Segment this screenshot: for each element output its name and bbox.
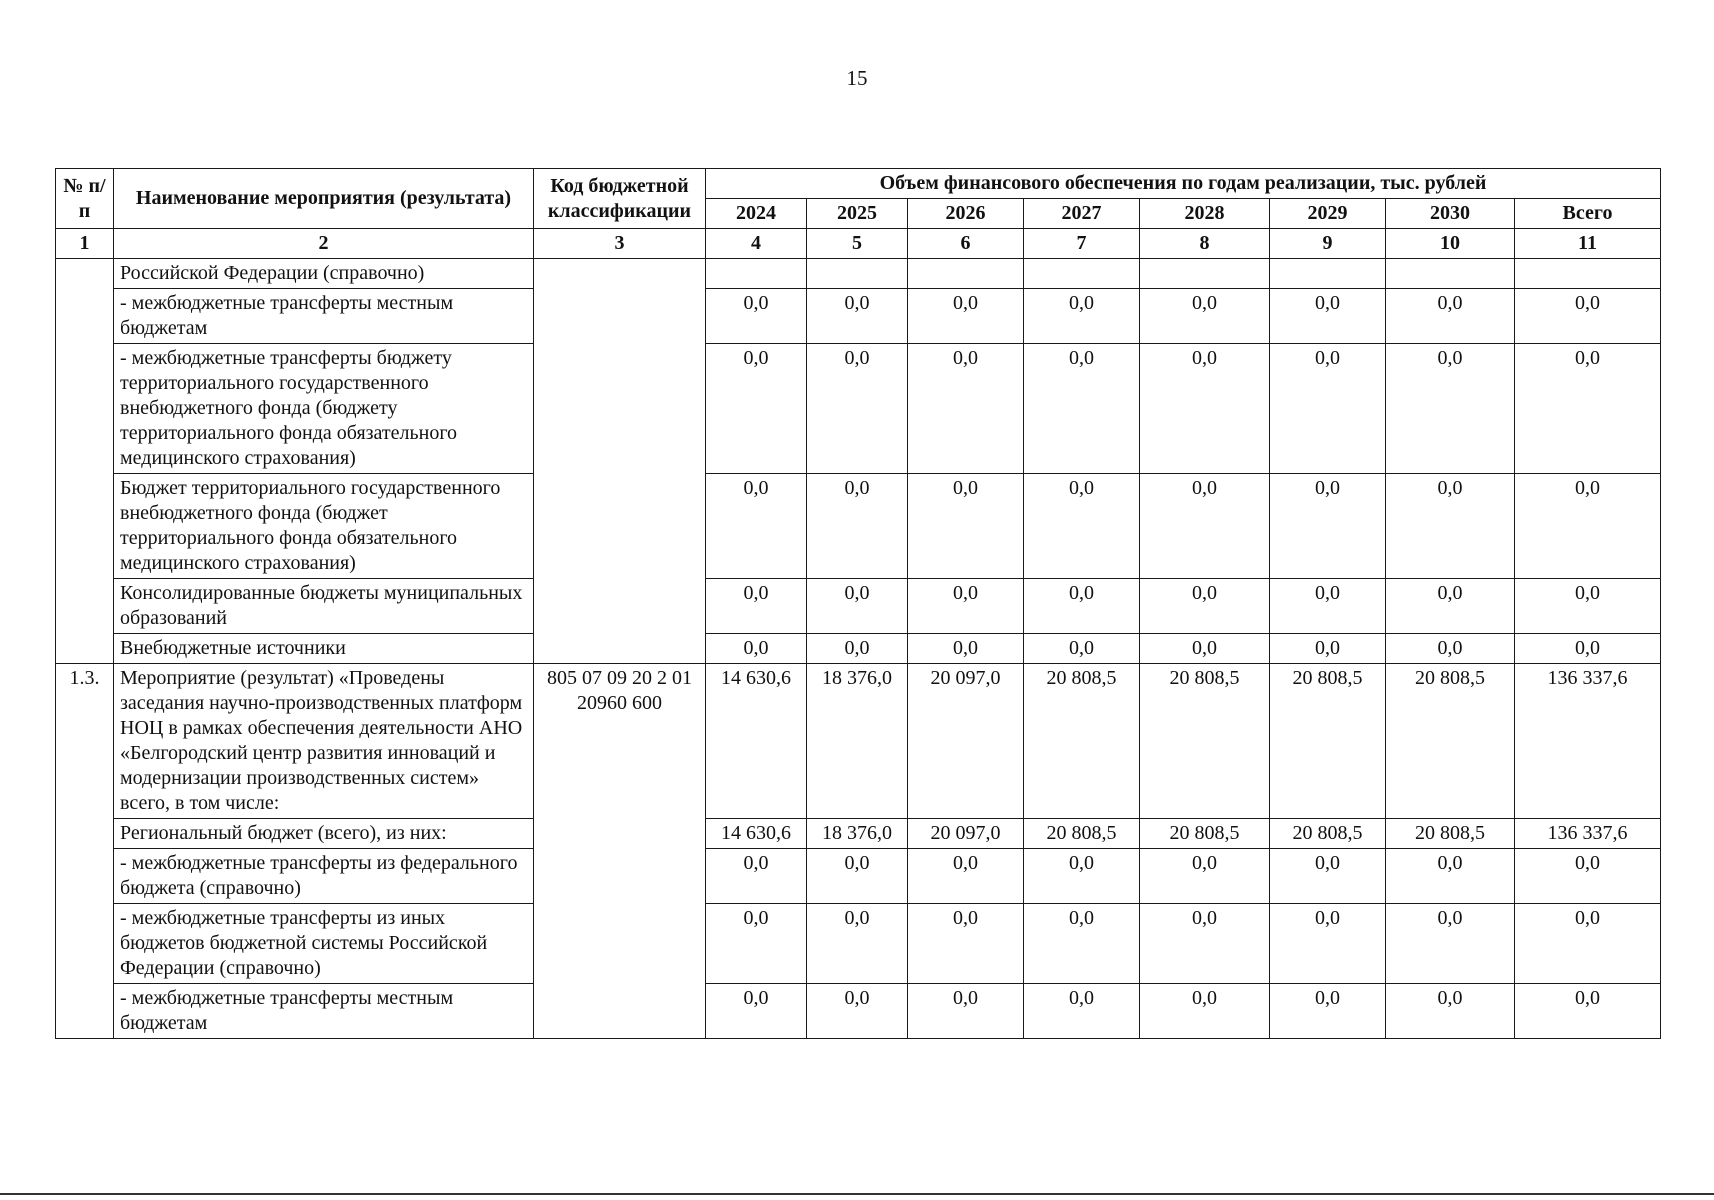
row-value bbox=[1515, 259, 1661, 289]
row-value: 0,0 bbox=[706, 474, 807, 579]
table-row bbox=[56, 849, 1661, 904]
row-value: 14 630,6 bbox=[706, 819, 807, 849]
row-value: 0,0 bbox=[807, 579, 908, 634]
table-body bbox=[56, 259, 1661, 1039]
row-value: 0,0 bbox=[1024, 904, 1140, 984]
row-value: 0,0 bbox=[1270, 289, 1386, 344]
row-name: - межбюджетные трансферты местным бюджетам bbox=[114, 289, 534, 344]
row-value bbox=[908, 259, 1024, 289]
column-number: 10 bbox=[1386, 229, 1515, 259]
row-value: 0,0 bbox=[908, 289, 1024, 344]
row-value: 0,0 bbox=[1024, 289, 1140, 344]
table-row bbox=[56, 664, 1661, 819]
row-value: 20 097,0 bbox=[908, 819, 1024, 849]
budget-table bbox=[55, 168, 1661, 1039]
row-value: 18 376,0 bbox=[807, 664, 908, 819]
table-row bbox=[56, 984, 1661, 1039]
row-value bbox=[1140, 259, 1270, 289]
row-name: Мероприятие (результат) «Проведены заседания научно-производственных платформ НОЦ в рамках обеспечения деятельности АНО «Белгородский центр развития инноваций и модернизации производственных систем» всего, в том числе: bbox=[114, 664, 534, 819]
row-value: 0,0 bbox=[1515, 634, 1661, 664]
row-value: 0,0 bbox=[1140, 474, 1270, 579]
row-value: 136 337,6 bbox=[1515, 819, 1661, 849]
row-value: 0,0 bbox=[1386, 849, 1515, 904]
row-name: Консолидированные бюджеты муниципальных образований bbox=[114, 579, 534, 634]
row-value: 0,0 bbox=[1140, 579, 1270, 634]
row-value: 0,0 bbox=[807, 289, 908, 344]
row-value bbox=[807, 259, 908, 289]
row-value: 0,0 bbox=[1515, 849, 1661, 904]
row-code-cell bbox=[534, 259, 706, 664]
row-value: 0,0 bbox=[807, 474, 908, 579]
row-value: 0,0 bbox=[908, 579, 1024, 634]
row-value: 0,0 bbox=[807, 984, 908, 1039]
table-row bbox=[56, 344, 1661, 474]
row-name: Внебюджетные источники bbox=[114, 634, 534, 664]
row-name: - межбюджетные трансферты из иных бюджетов бюджетной системы Российской Федерации (справочно) bbox=[114, 904, 534, 984]
column-number: 11 bbox=[1515, 229, 1661, 259]
table-row bbox=[56, 289, 1661, 344]
row-value bbox=[1270, 259, 1386, 289]
column-number: 2 bbox=[114, 229, 534, 259]
row-value: 0,0 bbox=[1270, 344, 1386, 474]
row-name: Региональный бюджет (всего), из них: bbox=[114, 819, 534, 849]
header-year: 2030 bbox=[1386, 199, 1515, 229]
row-value: 20 808,5 bbox=[1270, 819, 1386, 849]
row-value: 0,0 bbox=[1270, 849, 1386, 904]
row-value: 0,0 bbox=[1515, 289, 1661, 344]
row-name: - межбюджетные трансферты из федерального бюджета (справочно) bbox=[114, 849, 534, 904]
row-value: 20 097,0 bbox=[908, 664, 1024, 819]
row-value: 20 808,5 bbox=[1140, 664, 1270, 819]
row-value: 0,0 bbox=[1386, 344, 1515, 474]
row-value bbox=[1024, 259, 1140, 289]
header-no: № п/п bbox=[56, 169, 114, 229]
row-value: 0,0 bbox=[1024, 849, 1140, 904]
row-value: 0,0 bbox=[706, 344, 807, 474]
column-number: 5 bbox=[807, 229, 908, 259]
table-row bbox=[56, 634, 1661, 664]
table-row bbox=[56, 819, 1661, 849]
row-value: 0,0 bbox=[1386, 904, 1515, 984]
table-row bbox=[56, 259, 1661, 289]
table-row bbox=[56, 579, 1661, 634]
header-year: 2029 bbox=[1270, 199, 1386, 229]
column-number: 1 bbox=[56, 229, 114, 259]
row-value: 0,0 bbox=[908, 904, 1024, 984]
row-value: 0,0 bbox=[1270, 634, 1386, 664]
row-value: 0,0 bbox=[1024, 634, 1140, 664]
row-value: 20 808,5 bbox=[1024, 664, 1140, 819]
row-name: Бюджет территориального государственного внебюджетного фонда (бюджет территориального фонда обязательного медицинского страхования) bbox=[114, 474, 534, 579]
row-value: 0,0 bbox=[807, 904, 908, 984]
row-value: 20 808,5 bbox=[1386, 664, 1515, 819]
row-value: 0,0 bbox=[1386, 634, 1515, 664]
header-year: 2026 bbox=[908, 199, 1024, 229]
row-name: - межбюджетные трансферты бюджету территориального государственного внебюджетного фонда (бюджету территориального фонда обязательного медицинского страхования) bbox=[114, 344, 534, 474]
row-value: 0,0 bbox=[1024, 474, 1140, 579]
row-value: 0,0 bbox=[1140, 984, 1270, 1039]
row-value: 0,0 bbox=[908, 634, 1024, 664]
row-index-cell bbox=[56, 259, 114, 664]
header-year: 2028 bbox=[1140, 199, 1270, 229]
row-value: 0,0 bbox=[807, 849, 908, 904]
header-volume: Объем финансового обеспечения по годам реализации, тыс. рублей bbox=[706, 169, 1661, 199]
header-year: 2024 bbox=[706, 199, 807, 229]
column-number: 9 bbox=[1270, 229, 1386, 259]
row-value: 0,0 bbox=[1140, 634, 1270, 664]
header-code: Код бюджетной классификации bbox=[534, 169, 706, 229]
row-value: 0,0 bbox=[1386, 579, 1515, 634]
row-value: 0,0 bbox=[807, 634, 908, 664]
row-value: 0,0 bbox=[1515, 474, 1661, 579]
header-year: Всего bbox=[1515, 199, 1661, 229]
row-value: 18 376,0 bbox=[807, 819, 908, 849]
row-value: 0,0 bbox=[1024, 579, 1140, 634]
column-number: 3 bbox=[534, 229, 706, 259]
column-numbers-row bbox=[56, 229, 1661, 259]
row-value: 0,0 bbox=[706, 579, 807, 634]
row-value: 0,0 bbox=[1386, 474, 1515, 579]
row-value: 20 808,5 bbox=[1140, 819, 1270, 849]
row-value: 0,0 bbox=[1515, 344, 1661, 474]
header-year: 2025 bbox=[807, 199, 908, 229]
row-value: 0,0 bbox=[706, 634, 807, 664]
row-value: 0,0 bbox=[1515, 984, 1661, 1039]
page-number: 15 bbox=[846, 66, 868, 90]
row-value: 0,0 bbox=[908, 344, 1024, 474]
row-value: 0,0 bbox=[1270, 579, 1386, 634]
row-value: 0,0 bbox=[706, 984, 807, 1039]
row-index: 1.3. bbox=[56, 664, 114, 1039]
row-value: 0,0 bbox=[908, 984, 1024, 1039]
row-value: 20 808,5 bbox=[1386, 819, 1515, 849]
row-value: 0,0 bbox=[807, 344, 908, 474]
column-number: 6 bbox=[908, 229, 1024, 259]
row-value: 136 337,6 bbox=[1515, 664, 1661, 819]
row-value: 20 808,5 bbox=[1024, 819, 1140, 849]
column-number: 7 bbox=[1024, 229, 1140, 259]
page-bottom-rule bbox=[0, 1193, 1714, 1195]
row-value: 0,0 bbox=[1140, 849, 1270, 904]
row-value: 0,0 bbox=[908, 474, 1024, 579]
row-value: 0,0 bbox=[1140, 904, 1270, 984]
row-value: 0,0 bbox=[908, 849, 1024, 904]
column-number: 8 bbox=[1140, 229, 1270, 259]
row-value: 0,0 bbox=[1140, 289, 1270, 344]
row-name: Российской Федерации (справочно) bbox=[114, 259, 534, 289]
row-value bbox=[706, 259, 807, 289]
row-value: 0,0 bbox=[706, 849, 807, 904]
row-value: 0,0 bbox=[1270, 984, 1386, 1039]
row-value: 0,0 bbox=[1140, 344, 1270, 474]
row-value: 14 630,6 bbox=[706, 664, 807, 819]
row-value: 0,0 bbox=[1386, 984, 1515, 1039]
row-value: 0,0 bbox=[1386, 289, 1515, 344]
row-value: 0,0 bbox=[1515, 904, 1661, 984]
row-value: 0,0 bbox=[1024, 344, 1140, 474]
row-value: 0,0 bbox=[1024, 984, 1140, 1039]
header-year: 2027 bbox=[1024, 199, 1140, 229]
row-value: 0,0 bbox=[1270, 474, 1386, 579]
table-row bbox=[56, 474, 1661, 579]
row-value: 0,0 bbox=[706, 289, 807, 344]
row-value: 0,0 bbox=[706, 904, 807, 984]
row-value bbox=[1386, 259, 1515, 289]
table-row bbox=[56, 904, 1661, 984]
row-code: 805 07 09 20 2 01 20960 600 bbox=[534, 664, 706, 1039]
row-name: - межбюджетные трансферты местным бюджетам bbox=[114, 984, 534, 1039]
column-number: 4 bbox=[706, 229, 807, 259]
row-value: 20 808,5 bbox=[1270, 664, 1386, 819]
row-value: 0,0 bbox=[1515, 579, 1661, 634]
header-name: Наименование мероприятия (результата) bbox=[114, 169, 534, 229]
row-value: 0,0 bbox=[1270, 904, 1386, 984]
